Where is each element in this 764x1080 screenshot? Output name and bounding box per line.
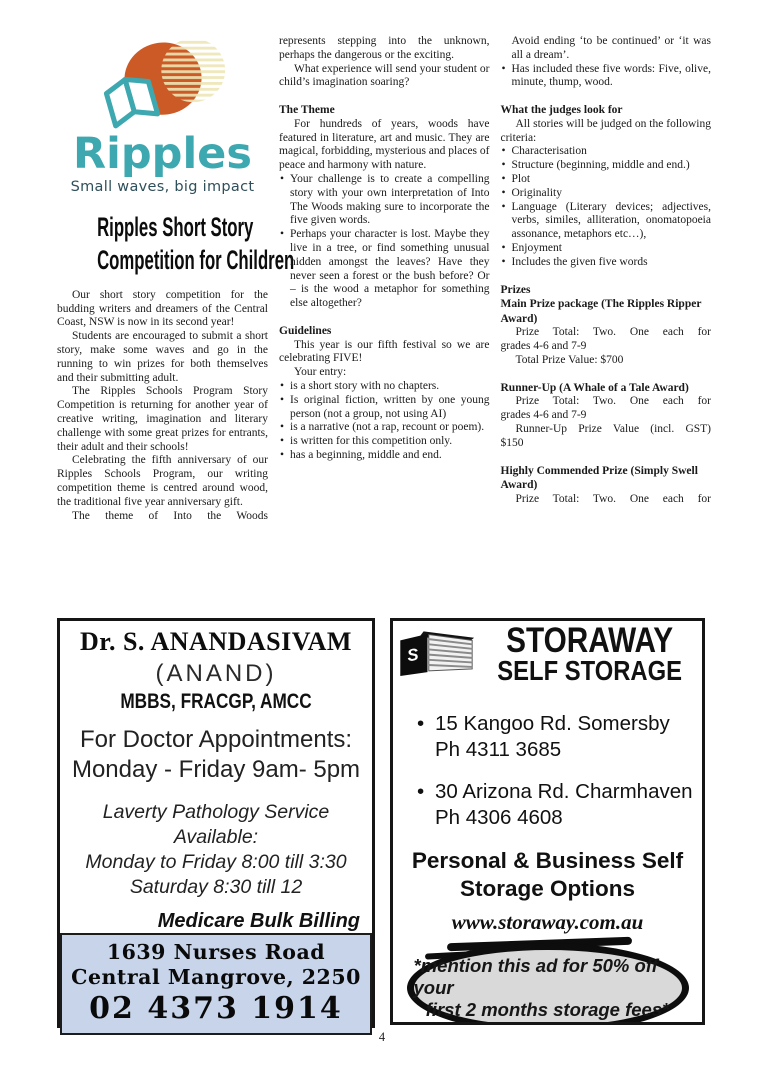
list-item: • is a short story with no chapters. bbox=[279, 380, 490, 394]
address-line1: 1639 Nurses Road bbox=[106, 940, 326, 964]
storaway-tagline: Personal & Business Self Storage Options bbox=[411, 848, 684, 901]
list-item: • Language (Literary devices; adjectives, verbs, similes, alliteration, onomatopoeia assonance, metaphors etc…), bbox=[501, 201, 712, 242]
paragraph: represents stepping into the unknown, perhaps the dangerous or the exciting. bbox=[279, 35, 490, 61]
pathology-info bbox=[60, 800, 372, 900]
paragraph: The Ripples Schools Program Story Competition is returning for another year of creative writing, imagination and literary challenge with some great prizes for entrants, their adult and their schools! bbox=[57, 385, 268, 453]
appointments-line2: Monday - Friday 9am- 5pm bbox=[71, 756, 361, 783]
column-2 bbox=[279, 35, 490, 523]
list-item: • Perhaps your character is lost. Maybe they live in a tree, or find something unusual hidden amongst the leaves? Have they never seen a forest or the bush before? Or – is the wood a metaphor for something else altogether? bbox=[279, 228, 490, 311]
location-address: • 15 Kangoo Rd. Somersby bbox=[435, 712, 670, 735]
storage-container-icon bbox=[399, 623, 477, 685]
ad-storaway bbox=[390, 618, 705, 1025]
prize-heading: Runner-Up (A Whale of a Tale Award) bbox=[500, 381, 689, 394]
storaway-website: www.storaway.com.au bbox=[451, 910, 644, 934]
article-columns bbox=[57, 35, 711, 523]
paragraph: All stories will be judged on the following criteria: bbox=[500, 117, 711, 144]
doctor-qualifications: MBBS, FRACGP, AMCC bbox=[120, 690, 312, 713]
paragraph: This year is our fifth festival so we are celebrating FIVE! bbox=[279, 338, 490, 365]
page-number: 4 bbox=[378, 1030, 386, 1044]
storaway-wordmark bbox=[481, 621, 698, 686]
paragraph: Your entry: bbox=[294, 366, 347, 379]
ripples-logo-graphic bbox=[79, 35, 247, 129]
paragraph: The theme of Into the Woods bbox=[72, 509, 268, 522]
offer-badge bbox=[407, 943, 689, 1025]
paragraph: Total Prize Value: $700 bbox=[515, 353, 624, 366]
paragraph: grades 4-6 and 7-9 bbox=[500, 340, 587, 353]
billing-note: Medicare Bulk Billing bbox=[157, 910, 360, 932]
brand-wordmark: Ripples bbox=[73, 128, 252, 179]
location-phone: Ph 4311 3685 bbox=[435, 738, 562, 761]
ad-anandasivam bbox=[57, 618, 375, 1028]
list-item: • is a narrative (not a rap, recount or poem). bbox=[279, 421, 490, 435]
pathology-line1: Laverty Pathology Service bbox=[102, 801, 330, 823]
storaway-brand-line1: STORAWAY bbox=[505, 621, 673, 660]
section-heading: What the judges look for bbox=[500, 104, 623, 117]
pathology-line4: Saturday 8:30 till 12 bbox=[129, 876, 303, 898]
section-heading: The Theme bbox=[279, 104, 335, 117]
offer-ellipse bbox=[407, 943, 689, 1025]
paragraph: Prize Total: Two. One each for bbox=[515, 492, 711, 505]
article-title bbox=[97, 211, 295, 277]
advertisements bbox=[57, 618, 711, 1028]
appointments-line1: For Doctor Appointments: bbox=[79, 726, 353, 753]
list-item: • Has included these five words: Five, olive, minute, thump, wood. bbox=[501, 63, 712, 91]
column-3 bbox=[501, 35, 712, 523]
prize-heading: Highly Commended Prize (Simply Swell Award) bbox=[500, 464, 698, 492]
list-item: • Structure (beginning, middle and end.) bbox=[501, 159, 712, 173]
storaway-logo bbox=[399, 621, 698, 687]
address-line2: Central Mangrove, 2250 bbox=[71, 965, 361, 989]
list-item: • Originality bbox=[501, 187, 712, 201]
column-1 bbox=[57, 35, 295, 523]
offer-line1: *mention this ad for 50% off your bbox=[413, 955, 658, 998]
list-item: • is written for this competition only. bbox=[279, 435, 490, 449]
list-item: • Plot bbox=[501, 173, 712, 187]
doctor-alias: (ANAND) bbox=[155, 660, 277, 687]
location-item bbox=[417, 711, 702, 763]
offer-line2: first 2 months storage fees* bbox=[425, 999, 670, 1020]
paragraph: Runner-Up Prize Value (incl. GST) bbox=[515, 422, 711, 435]
appointments-info bbox=[60, 725, 372, 785]
article-title-line2: Competition for Children bbox=[97, 244, 295, 275]
location-address: • 30 Arizona Rd. Charmhaven bbox=[435, 780, 693, 803]
section-heading: Prizes bbox=[500, 283, 531, 296]
column-1-body bbox=[57, 289, 268, 524]
address-box bbox=[60, 933, 372, 1035]
section-heading: Guidelines bbox=[279, 324, 332, 337]
paragraph: Prize Total: Two. One each for bbox=[515, 395, 711, 408]
paragraph: Students are encouraged to submit a short story, make some waves and go in the running to win prizes for both themselves and their submitting adult. bbox=[57, 330, 268, 384]
pathology-line2: Available: bbox=[173, 826, 259, 848]
paragraph: Celebrating the fifth anniversary of our Ripples Schools Program, our writing competition theme is centred around wood, the traditional five year anniversary gift. bbox=[57, 454, 268, 508]
location-phone: Ph 4306 4608 bbox=[435, 806, 563, 829]
list-item: • has a beginning, middle and end. bbox=[279, 449, 490, 463]
striped-circle bbox=[161, 38, 225, 102]
ripples-logo bbox=[57, 35, 268, 196]
list-item: • Enjoyment bbox=[501, 242, 712, 256]
list-item: • Includes the given five words bbox=[501, 256, 712, 270]
paragraph: grades 4-6 and 7-9 bbox=[500, 409, 587, 422]
storaway-brand-line2: SELF STORAGE bbox=[497, 655, 682, 686]
paragraph: For hundreds of years, woods have featured in literature, art and music. They are magical, forbidding, mysterious and places of peace and harmony with nature. bbox=[279, 117, 490, 172]
paragraph: Our short story competition for the budding writers and dreamers of the Central Coast, NSW is now in its second year! bbox=[57, 288, 268, 329]
list-item: • Characterisation bbox=[501, 145, 712, 159]
paragraph: Prize Total: Two. One each for bbox=[515, 326, 711, 339]
list-item: • Is original fiction, written by one young person (not a group, not using AI) bbox=[279, 394, 490, 422]
pathology-line3: Monday to Friday 8:00 till 3:30 bbox=[85, 851, 347, 873]
list-item: • Your challenge is to create a compelling story with your own interpretation of Into The Woods making sure to incorporate the five given words. bbox=[279, 173, 490, 228]
prize-heading: Main Prize package (The Ripples Ripper Award) bbox=[500, 298, 702, 325]
location-item bbox=[417, 779, 702, 831]
phone-number: 02 4373 1914 bbox=[89, 991, 343, 1026]
paragraph: What experience will send your student or child’s imagination soaring? bbox=[279, 62, 490, 89]
container-letter: S bbox=[405, 644, 420, 666]
storaway-locations bbox=[417, 711, 702, 831]
brand-tagline: Small waves, big impact bbox=[70, 178, 255, 195]
doctor-name: Dr. S. ANANDASIVAM bbox=[80, 627, 352, 656]
paragraph: Avoid ending ‘to be continued’ or ‘it was all a dream’. bbox=[511, 35, 711, 61]
article-title-line1: Ripples Short Story bbox=[97, 211, 254, 242]
paragraph: $150 bbox=[500, 436, 524, 449]
open-book-icon bbox=[104, 73, 158, 125]
